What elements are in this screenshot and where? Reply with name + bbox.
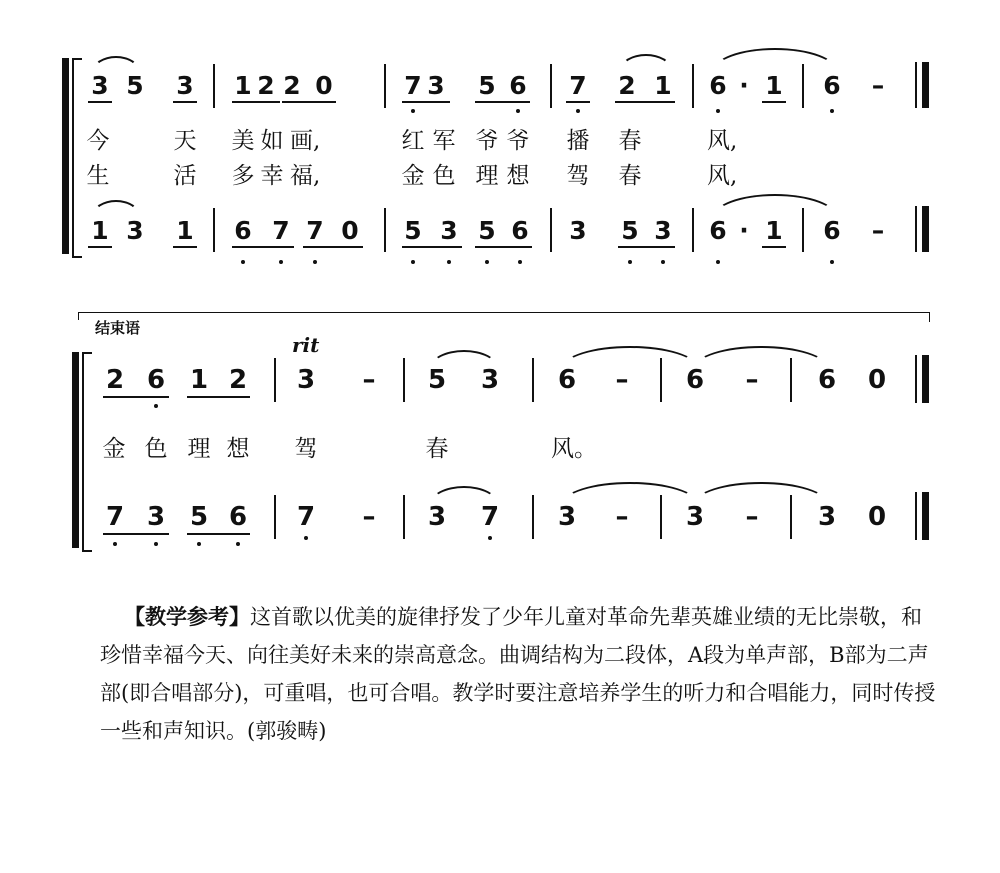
s1-lo-note-7: 0 xyxy=(341,216,359,245)
s2-up-note-11: 6 xyxy=(685,365,705,395)
s1-lo-dot-aug: · xyxy=(739,216,749,245)
s1-lo-underline-6 xyxy=(303,246,363,248)
s1-lyric1-7: 军 xyxy=(432,128,456,154)
teaching-note-label: 【教学参考】 xyxy=(124,605,250,629)
s1-up-slur-3 xyxy=(712,48,838,72)
section-bracket-line xyxy=(78,312,930,313)
s1-lo-slur-2 xyxy=(712,194,838,218)
s1-up-dot-aug: · xyxy=(739,71,749,100)
s1-up-note-12: 7 xyxy=(569,71,587,100)
s1-lo-final-thick xyxy=(922,206,929,252)
s1-up-note-4: 1 xyxy=(234,71,252,100)
s1-lo-underline-8 xyxy=(402,246,462,248)
s1-up-bar-5 xyxy=(802,64,804,108)
s2-lo-note-13: 3 xyxy=(817,502,837,532)
s1-up-underline-4 xyxy=(232,101,280,103)
s1-up-bar-4 xyxy=(692,64,694,108)
s1-lo-note-14: 3 xyxy=(654,216,672,245)
s1-lo-note-16: 1 xyxy=(765,216,783,245)
teaching-note xyxy=(100,598,940,750)
s1-lyric1-11: 春 xyxy=(618,128,642,154)
s1-lyric2-4: 幸 xyxy=(260,163,284,189)
s2-lyric-3: 理 xyxy=(187,436,211,462)
s2-lo-slur-1 xyxy=(430,486,498,504)
s1-lo-bar-5 xyxy=(802,208,804,252)
s2-up-note-7: 5 xyxy=(427,365,447,395)
s1-lyric1-9: 爷 xyxy=(506,128,530,154)
s2-up-note-4: 2 xyxy=(228,365,248,395)
s1-up-note-6: 2 xyxy=(283,71,301,100)
section-bracket-right xyxy=(929,312,930,322)
s2-lo-bar-3 xyxy=(532,495,534,539)
s1-lyric1-5: 画, xyxy=(290,128,321,154)
s1-lo-underline-10 xyxy=(475,246,532,248)
s2-up-bar-5 xyxy=(790,358,792,402)
s1-lo-bar-2 xyxy=(384,208,386,252)
s2-up-note-8: 3 xyxy=(480,365,500,395)
s1-lo-underline-3 xyxy=(173,246,197,248)
s1-lo-note-15: 6 xyxy=(709,216,727,245)
s2-up-bar-4 xyxy=(660,358,662,402)
s1-lo-dot-17 xyxy=(830,260,834,264)
s1-lyric2-6: 金 xyxy=(401,163,425,189)
s2-lo-dot-2 xyxy=(154,542,158,546)
s1-up-note-18: – xyxy=(871,71,885,100)
s2-lo-note-3: 5 xyxy=(189,502,209,532)
s1-lo-note-12: 3 xyxy=(569,216,587,245)
s1-lo-dot-5 xyxy=(279,260,283,264)
s1-lo-dot-10 xyxy=(485,260,489,264)
s1-up-final-thick xyxy=(922,62,929,108)
s1-up-dot-12 xyxy=(576,109,580,113)
s1-up-underline-10 xyxy=(475,101,530,103)
s2-up-note-12: – xyxy=(745,365,759,395)
s1-lo-dot-11 xyxy=(518,260,522,264)
s1-up-note-16: 1 xyxy=(765,71,783,100)
s1-lo-dot-8 xyxy=(411,260,415,264)
s1-up-underline-12 xyxy=(566,101,590,103)
s2-up-note-10: – xyxy=(615,365,629,395)
s2-lyric-7: 风。 xyxy=(551,436,597,462)
tempo-mark-rit: rit xyxy=(292,333,320,357)
s2-lo-dot-3 xyxy=(197,542,201,546)
s1-lyric2-1: 生 xyxy=(86,163,110,189)
s1-lo-underline-1 xyxy=(88,246,112,248)
s1-lo-note-17: 6 xyxy=(823,216,841,245)
s1-lo-bar-3 xyxy=(550,208,552,252)
s1-up-note-1: 3 xyxy=(91,71,109,100)
system-2-bracket xyxy=(82,352,92,552)
s1-up-dot-15 xyxy=(716,109,720,113)
s2-lo-note-5: 7 xyxy=(296,502,316,532)
s2-lo-note-9: 3 xyxy=(557,502,577,532)
s2-lo-underline-1 xyxy=(103,533,169,535)
s2-up-bar-2 xyxy=(403,358,405,402)
s1-up-note-10: 5 xyxy=(478,71,496,100)
s1-up-underline-16 xyxy=(762,101,786,103)
s1-up-dot-17 xyxy=(830,109,834,113)
s2-up-bar-1 xyxy=(274,358,276,402)
s1-up-note-17: 6 xyxy=(823,71,841,100)
s1-lyric2-12: 风, xyxy=(707,163,738,189)
s1-lyric1-1: 今 xyxy=(86,128,110,154)
s2-up-note-2: 6 xyxy=(146,365,166,395)
s2-lo-final-thin xyxy=(915,492,917,540)
s2-lyric-5: 驾 xyxy=(294,436,318,462)
s1-lo-note-8: 5 xyxy=(404,216,422,245)
s2-lo-note-14: 0 xyxy=(867,502,887,532)
s2-lo-dot-5 xyxy=(304,536,308,540)
s2-lo-final-thick xyxy=(922,492,929,540)
s1-lyric1-10: 播 xyxy=(566,128,590,154)
s1-lo-dot-13 xyxy=(628,260,632,264)
s2-up-note-9: 6 xyxy=(557,365,577,395)
s1-lo-note-13: 5 xyxy=(621,216,639,245)
s2-lo-dot-8 xyxy=(488,536,492,540)
s1-up-note-2: 5 xyxy=(126,71,144,100)
s1-lyric2-11: 春 xyxy=(618,163,642,189)
s2-lyric-6: 春 xyxy=(425,436,449,462)
s1-up-note-14: 1 xyxy=(654,71,672,100)
s2-up-final-thin xyxy=(915,355,917,403)
s1-lo-note-11: 6 xyxy=(511,216,529,245)
s2-lo-dot-4 xyxy=(236,542,240,546)
s1-up-note-5: 2 xyxy=(257,71,275,100)
s2-lyric-1: 金 xyxy=(102,436,126,462)
s1-lo-note-3: 1 xyxy=(176,216,194,245)
s2-up-final-thick xyxy=(922,355,929,403)
s1-lo-dot-9 xyxy=(447,260,451,264)
s1-lo-final-thin xyxy=(915,206,917,252)
s1-lyric2-8: 理 xyxy=(475,163,499,189)
s1-lo-note-5: 7 xyxy=(272,216,290,245)
s2-lo-note-12: – xyxy=(745,502,759,532)
teaching-note-text: 这首歌以优美的旋律抒发了少年儿童对革命先辈英雄业绩的无比崇敬，和珍惜幸福今天、向往美好未来的崇高意念。曲调结构为二段体，A段为单声部，B部为二声部(即合唱部分)，可重唱，也可合唱。教学时要注意培养学生的听力和合唱能力，同时传授一些和声知识。(郭骏畴) xyxy=(100,605,936,743)
s2-lo-bar-2 xyxy=(403,495,405,539)
s1-up-bar-1 xyxy=(213,64,215,108)
s2-lo-note-4: 6 xyxy=(228,502,248,532)
s2-up-note-5: 3 xyxy=(296,365,316,395)
s1-up-underline-8 xyxy=(402,101,450,103)
s2-lo-bar-4 xyxy=(660,495,662,539)
s1-up-note-8: 7 xyxy=(404,71,422,100)
s1-lyric1-4: 如 xyxy=(260,128,284,154)
s1-lyric1-2: 天 xyxy=(173,128,197,154)
s1-up-underline-3 xyxy=(173,101,197,103)
s2-lo-bar-5 xyxy=(790,495,792,539)
s1-up-bar-2 xyxy=(384,64,386,108)
s1-lo-slur-1 xyxy=(92,200,140,216)
s2-up-underline-1 xyxy=(103,396,169,398)
s1-up-note-7: 0 xyxy=(315,71,333,100)
s2-lo-slur-3 xyxy=(694,482,828,504)
s1-up-underline-1 xyxy=(88,101,112,103)
s2-up-note-1: 2 xyxy=(105,365,125,395)
s2-up-slur-1 xyxy=(430,350,498,368)
s1-up-note-9: 3 xyxy=(427,71,445,100)
s2-lo-note-1: 7 xyxy=(105,502,125,532)
s1-lo-bar-1 xyxy=(213,208,215,252)
s2-lo-dot-1 xyxy=(113,542,117,546)
s1-lyric2-3: 多 xyxy=(231,163,255,189)
s2-up-note-14: 0 xyxy=(867,365,887,395)
s1-lo-note-9: 3 xyxy=(440,216,458,245)
s2-lo-slur-2 xyxy=(562,482,698,504)
s1-lyric1-6: 红 xyxy=(401,128,425,154)
s1-lo-dot-15 xyxy=(716,260,720,264)
s1-up-final-thin xyxy=(915,62,917,108)
s1-up-underline-13 xyxy=(615,101,675,103)
s1-up-bar-3 xyxy=(550,64,552,108)
s2-up-note-6: – xyxy=(362,365,376,395)
s1-lyric1-3: 美 xyxy=(231,128,255,154)
s2-up-underline-3 xyxy=(187,396,250,398)
s1-lo-dot-4 xyxy=(241,260,245,264)
s1-up-dot-7 xyxy=(411,109,415,113)
s2-up-note-3: 1 xyxy=(189,365,209,395)
s1-lo-note-6: 7 xyxy=(306,216,324,245)
s1-up-dot-6 xyxy=(516,109,520,113)
s1-lo-note-1: 1 xyxy=(91,216,109,245)
s1-up-note-15: 6 xyxy=(709,71,727,100)
s2-up-slur-3 xyxy=(694,346,828,368)
s1-lyric2-10: 驾 xyxy=(566,163,590,189)
s1-lo-underline-13 xyxy=(618,246,675,248)
s1-up-note-3: 3 xyxy=(176,71,194,100)
section-label: 结束语 xyxy=(95,319,141,337)
s1-up-slur-1 xyxy=(92,56,140,72)
s2-up-bar-3 xyxy=(532,358,534,402)
s2-lyric-2: 色 xyxy=(144,436,168,462)
s1-lo-underline-4 xyxy=(232,246,294,248)
s1-lyric1-12: 风, xyxy=(707,128,738,154)
s1-up-underline-5 xyxy=(282,101,336,103)
s1-lo-dot-6 xyxy=(313,260,317,264)
s2-lo-underline-3 xyxy=(187,533,250,535)
s1-lo-underline-16 xyxy=(762,246,786,248)
s2-up-slur-2 xyxy=(562,346,698,368)
s1-lo-note-10: 5 xyxy=(478,216,496,245)
s1-up-slur-2 xyxy=(620,54,672,70)
s1-lo-note-18: – xyxy=(871,216,885,245)
s1-lyric2-5: 福, xyxy=(290,163,321,189)
system-1-thick-start xyxy=(62,58,69,254)
system-2-thick-start xyxy=(72,352,79,548)
s2-lo-note-8: 7 xyxy=(480,502,500,532)
s1-lo-note-4: 6 xyxy=(234,216,252,245)
s1-up-note-13: 2 xyxy=(618,71,636,100)
s1-lo-dot-14 xyxy=(661,260,665,264)
section-bracket-left xyxy=(78,312,79,320)
s2-lo-note-10: – xyxy=(615,502,629,532)
s1-up-note-11: 6 xyxy=(509,71,527,100)
s2-lo-note-7: 3 xyxy=(427,502,447,532)
s2-lo-note-11: 3 xyxy=(685,502,705,532)
s1-lyric2-7: 色 xyxy=(432,163,456,189)
s2-lyric-4: 想 xyxy=(226,436,250,462)
s1-lyric2-9: 想 xyxy=(506,163,530,189)
s1-lo-note-2: 3 xyxy=(126,216,144,245)
s2-up-dot-2 xyxy=(154,404,158,408)
s1-lyric1-8: 爷 xyxy=(475,128,499,154)
s1-lyric2-2: 活 xyxy=(173,163,197,189)
s2-lo-note-6: – xyxy=(362,502,376,532)
system-1-bracket xyxy=(72,58,82,258)
s2-lo-note-2: 3 xyxy=(146,502,166,532)
s2-up-note-13: 6 xyxy=(817,365,837,395)
s2-lo-bar-1 xyxy=(274,495,276,539)
s1-lo-bar-4 xyxy=(692,208,694,252)
